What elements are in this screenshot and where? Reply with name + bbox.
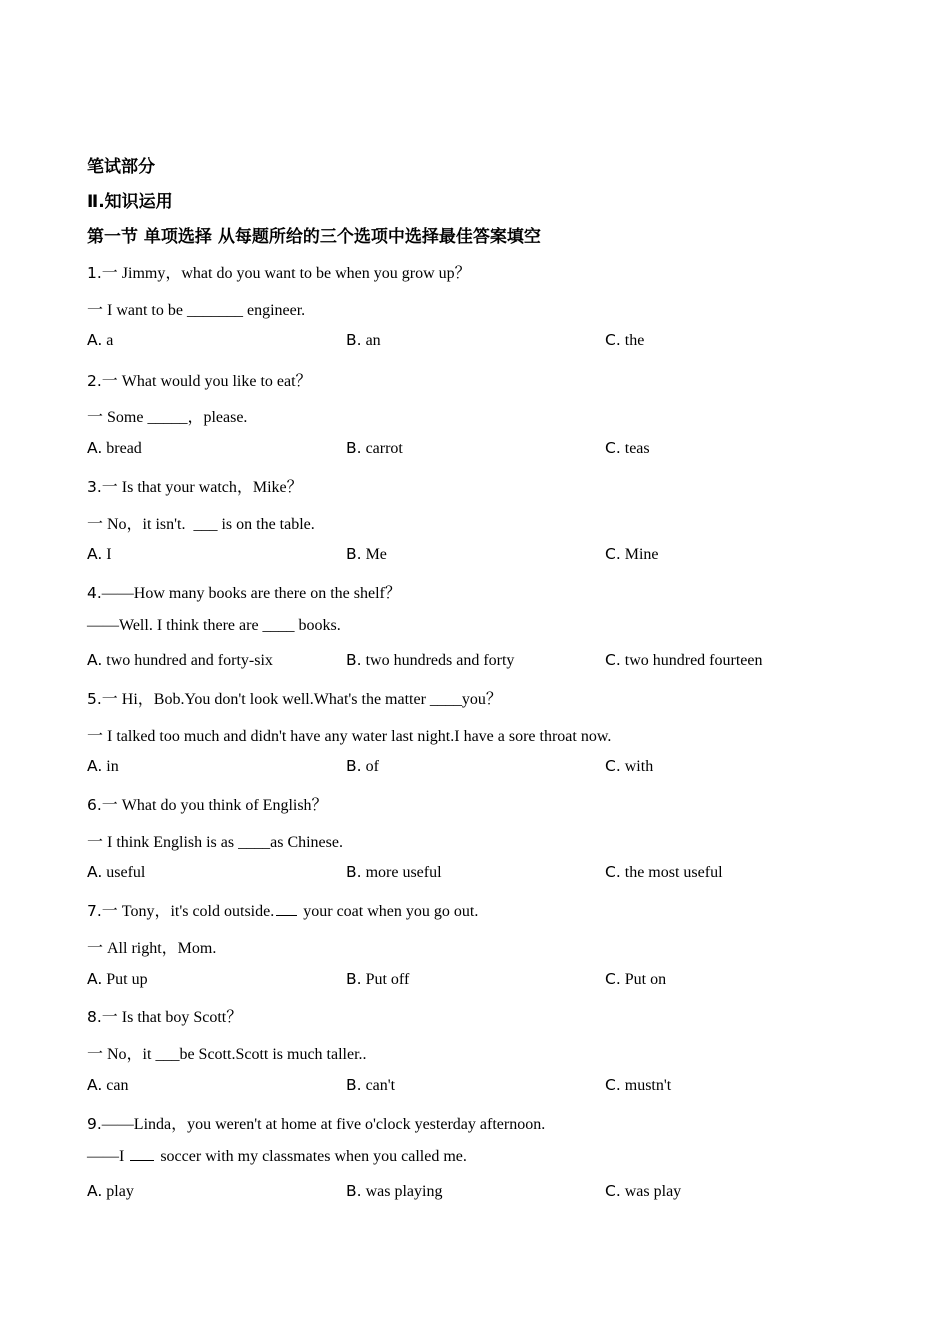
- part-title: Ⅱ.知识运用: [87, 192, 173, 212]
- option-label: B.: [346, 757, 362, 775]
- question-7-option-b[interactable]: [346, 970, 409, 989]
- option-label: A.: [87, 651, 103, 669]
- option-text: Me: [361, 546, 387, 563]
- option-label: B.: [346, 331, 362, 349]
- question-9-response: [87, 1148, 467, 1166]
- question-number: 8.: [87, 1008, 102, 1026]
- option-label: C.: [605, 863, 621, 881]
- question-number: 3.: [87, 478, 102, 496]
- question-number: 2.: [87, 372, 102, 390]
- question-8-option-c[interactable]: [605, 1076, 671, 1095]
- question-3-prompt: [87, 474, 303, 497]
- option-label: A.: [87, 545, 103, 563]
- question-text: 一 What do you think of English？: [101, 797, 328, 814]
- question-4-response: ——Well. I think there are ____ books.: [87, 617, 341, 634]
- question-2-prompt: [87, 368, 312, 391]
- response-text-before: ——I: [87, 1148, 129, 1165]
- question-3-option-c[interactable]: [605, 545, 659, 564]
- question-number: 5.: [87, 690, 102, 708]
- response-text-after: soccer with my classmates when you called me.: [156, 1148, 467, 1165]
- option-text: two hundreds and forty: [361, 652, 515, 669]
- option-label: A.: [87, 331, 103, 349]
- option-text: a: [102, 332, 114, 349]
- option-label: B.: [346, 439, 362, 457]
- option-text: was playing: [361, 1183, 443, 1200]
- option-text: mustn't: [620, 1077, 672, 1094]
- question-number: 9.: [87, 1115, 102, 1133]
- question-9-option-c[interactable]: [605, 1182, 681, 1201]
- question-9-option-b[interactable]: [346, 1182, 442, 1201]
- question-1-option-c[interactable]: [605, 331, 644, 350]
- option-text: two hundred and forty-six: [102, 652, 273, 669]
- question-7-prompt: [87, 898, 478, 921]
- question-8-option-a[interactable]: [87, 1076, 128, 1095]
- question-text: 一 Is that boy Scott？: [101, 1009, 243, 1026]
- question-6-option-b[interactable]: [346, 863, 442, 882]
- option-label: C.: [605, 331, 621, 349]
- question-6-prompt: [87, 792, 328, 815]
- option-text: of: [361, 758, 379, 775]
- option-label: A.: [87, 757, 103, 775]
- question-text-before: 一 Tony，it's cold outside.: [101, 903, 275, 920]
- option-label: C.: [605, 545, 621, 563]
- option-text: carrot: [361, 440, 403, 457]
- option-text: the: [620, 332, 645, 349]
- question-text-after: your coat when you go out.: [299, 903, 479, 920]
- question-4-option-b[interactable]: [346, 651, 514, 670]
- question-7-option-a[interactable]: [87, 970, 148, 989]
- question-text: ——Linda，you weren't at home at five o'clock yesterday afternoon.: [101, 1116, 546, 1133]
- question-number: 6.: [87, 796, 102, 814]
- question-8-prompt: [87, 1004, 242, 1027]
- option-text: can: [102, 1077, 129, 1094]
- option-label: C.: [605, 1182, 621, 1200]
- question-number: 4.: [87, 584, 102, 602]
- question-3-option-b[interactable]: [346, 545, 387, 564]
- option-text: with: [620, 758, 654, 775]
- question-5-option-c[interactable]: [605, 757, 653, 776]
- option-text: more useful: [361, 864, 442, 881]
- option-text: Put on: [620, 971, 667, 988]
- question-number: 7.: [87, 902, 102, 920]
- question-1-option-b[interactable]: [346, 331, 381, 350]
- option-label: A.: [87, 1076, 103, 1094]
- option-text: I: [102, 546, 112, 563]
- option-label: C.: [605, 970, 621, 988]
- question-3-option-a[interactable]: [87, 545, 112, 564]
- question-6-option-c[interactable]: [605, 863, 723, 882]
- option-text: teas: [620, 440, 650, 457]
- question-9-option-a[interactable]: [87, 1182, 134, 1201]
- question-2-option-b[interactable]: [346, 439, 403, 458]
- option-text: two hundred fourteen: [620, 652, 763, 669]
- option-text: in: [102, 758, 119, 775]
- question-8-response: 一 No，it ___be Scott.Scott is much taller..: [87, 1046, 367, 1063]
- question-2-option-c[interactable]: [605, 439, 650, 458]
- option-text: play: [102, 1183, 134, 1200]
- question-5-response: 一 I talked too much and didn't have any water last night.I have a sore throat now.: [87, 728, 612, 745]
- option-label: C.: [605, 1076, 621, 1094]
- question-7-response: 一 All right，Mom.: [87, 940, 217, 957]
- question-4-option-a[interactable]: [87, 651, 273, 670]
- option-label: A.: [87, 970, 103, 988]
- option-text: Put off: [361, 971, 410, 988]
- question-7-option-c[interactable]: [605, 970, 666, 989]
- question-8-option-b[interactable]: [346, 1076, 395, 1095]
- question-text: 一 Hi，Bob.You don't look well.What's the matter ____you？: [101, 691, 502, 708]
- option-text: can't: [361, 1077, 396, 1094]
- question-4-option-c[interactable]: [605, 651, 762, 670]
- option-label: A.: [87, 439, 103, 457]
- answer-blank: [130, 1148, 154, 1161]
- question-5-prompt: [87, 686, 502, 709]
- option-label: B.: [346, 1076, 362, 1094]
- option-text: was play: [620, 1183, 682, 1200]
- option-label: B.: [346, 863, 362, 881]
- question-text: 一 Jimmy，what do you want to be when you grow up？: [101, 265, 471, 282]
- option-text: useful: [102, 864, 146, 881]
- question-text: ——How many books are there on the shelf？: [101, 585, 401, 602]
- option-label: B.: [346, 970, 362, 988]
- option-label: B.: [346, 545, 362, 563]
- option-text: the most useful: [620, 864, 723, 881]
- subsection-title: 第一节 单项选择 从每题所给的三个选项中选择最佳答案填空: [87, 227, 541, 247]
- question-1-prompt: [87, 260, 471, 283]
- option-label: A.: [87, 863, 103, 881]
- question-5-option-b[interactable]: [346, 757, 379, 776]
- question-1-response: 一 I want to be _______ engineer.: [87, 302, 306, 319]
- option-label: C.: [605, 757, 621, 775]
- question-number: 1.: [87, 264, 102, 282]
- option-label: B.: [346, 1182, 362, 1200]
- option-label: A.: [87, 1182, 103, 1200]
- option-label: C.: [605, 439, 621, 457]
- option-text: an: [361, 332, 381, 349]
- question-2-response: 一 Some _____，please.: [87, 409, 248, 426]
- option-label: B.: [346, 651, 362, 669]
- question-2-option-a[interactable]: [87, 439, 142, 458]
- section-title: 笔试部分: [87, 157, 155, 177]
- option-text: bread: [102, 440, 142, 457]
- question-5-option-a[interactable]: [87, 757, 119, 776]
- question-text: 一 What would you like to eat？: [101, 373, 312, 390]
- question-6-response: 一 I think English is as ____as Chinese.: [87, 834, 343, 851]
- question-9-prompt: [87, 1111, 545, 1134]
- question-3-response: 一 No，it isn't. ___ is on the table.: [87, 516, 315, 533]
- question-4-prompt: [87, 580, 401, 603]
- question-6-option-a[interactable]: [87, 863, 145, 882]
- answer-blank: [276, 903, 297, 916]
- option-label: C.: [605, 651, 621, 669]
- question-text: 一 Is that your watch，Mike？: [101, 479, 303, 496]
- question-1-option-a[interactable]: [87, 331, 113, 350]
- option-text: Put up: [102, 971, 148, 988]
- option-text: Mine: [620, 546, 659, 563]
